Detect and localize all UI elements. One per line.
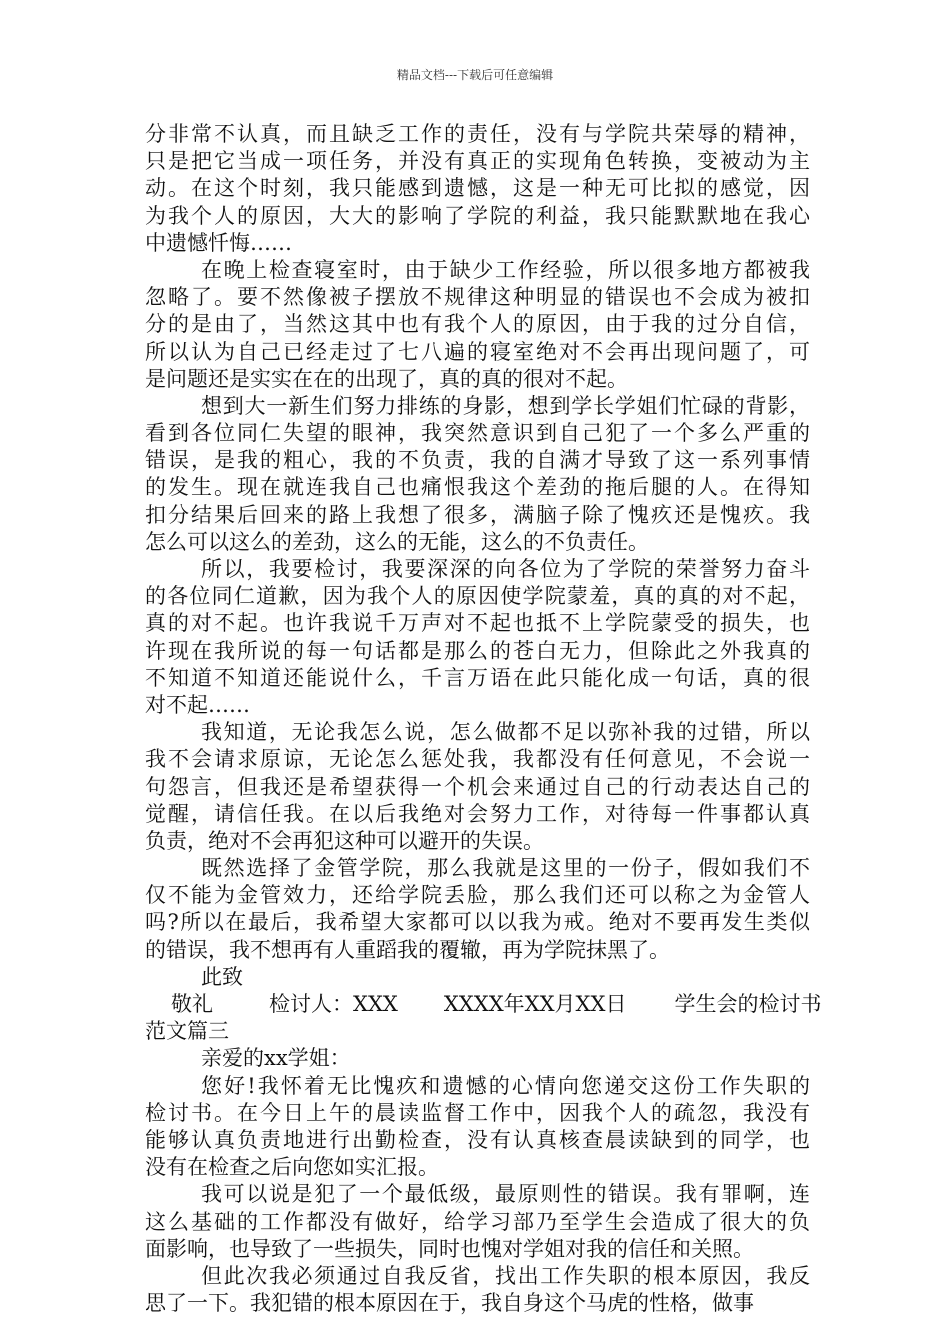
- paragraph: [145, 964, 810, 991]
- text-line: 我知道，无论我怎么说，怎么做都不足以弥补我的过错，所以: [201, 720, 810, 745]
- text-line: 仅不能为金管效力，还给学院丢脸，那么我们还可以称之为金管人: [145, 883, 810, 908]
- text-line: 分非常不认真，而且缺乏工作的责任，没有与学院共荣辱的精神，: [145, 122, 810, 146]
- paragraph: [145, 556, 810, 719]
- text-line: 面影响，也导致了一些损失，同时也愧对学姐对我的信任和关照。: [145, 1236, 754, 1261]
- salute-text: 敬礼: [171, 992, 213, 1016]
- text-line: 是问题还是实实在在的出现了，真的真的很对不起。: [145, 366, 628, 391]
- text-line: 对不起……: [145, 692, 250, 717]
- text-line: 看到各位同仁失望的眼神，我突然意识到自己犯了一个多么严重的: [145, 421, 810, 446]
- next-title-cont-text: 范文篇三: [145, 1019, 229, 1044]
- paragraph: [145, 121, 810, 257]
- text-line: 真的对不起。也许我说千万声对不起也抵不上学院蒙受的损失，也: [145, 611, 810, 636]
- text-line: 吗?所以在最后，我希望大家都可以以我为戒。绝对不要再发生类似: [145, 910, 810, 935]
- signature-line: [145, 991, 822, 1018]
- text-line: 这么基础的工作都没有做好，给学习部乃至学生会造成了很大的负: [145, 1209, 810, 1234]
- paragraph: [145, 719, 810, 855]
- paragraph: [145, 1073, 810, 1182]
- text-line: 分的是由了，当然这其中也有我个人的原因，由于我的过分自信，: [145, 312, 810, 337]
- body-part-2: [145, 1045, 810, 1317]
- text-line: 句怨言，但我还是希望获得一个机会来通过自己的行动表达自己的: [145, 774, 810, 799]
- text-line: 您好!我怀着无比愧疚和遗憾的心情向您递交这份工作失职的: [201, 1073, 810, 1098]
- text-line: 没有在检查之后向您如实汇报。: [145, 1155, 439, 1180]
- paragraph: [145, 257, 810, 393]
- text-line: 怎么可以这么的差劲，这么的无能，这么的不负责任。: [145, 529, 649, 554]
- text-line: 亲爱的xx学姐：: [201, 1046, 351, 1071]
- text-line: 检讨书。在今日上午的晨读监督工作中，因我个人的疏忽，我没有: [145, 1100, 810, 1125]
- text-line: 但此次我必须通过自我反省，找出工作失职的根本原因，我反: [201, 1263, 810, 1288]
- text-line: 我可以说是犯了一个最低级，最原则性的错误。我有罪啊，连: [201, 1182, 810, 1207]
- text-line: 负责，绝对不会再犯这种可以避开的失误。: [145, 828, 544, 853]
- text-line: 不知道不知道还能说什么，千言万语在此只能化成一句话，真的很: [145, 665, 810, 690]
- text-line: 为我个人的原因，大大的影响了学院的利益，我只能默默地在我心: [145, 203, 810, 228]
- text-line: 所以，我要检讨，我要深深的向各位为了学院的荣誉努力奋斗: [201, 557, 810, 581]
- paragraph: [145, 855, 810, 964]
- text-line: 只是把它当成一项任务，并没有真正的实现角色转换，变被动为主: [145, 149, 810, 174]
- paragraph: [145, 1045, 810, 1072]
- text-line: 许现在我所说的每一句话都是那么的苍白无力，但除此之外我真的: [145, 638, 810, 663]
- text-line: 错误，是我的粗心，我的不负责，我的自满才导致了这一系列事情: [145, 448, 810, 473]
- text-line: 想到大一新生们努力排练的身影，想到学长学姐们忙碌的背影，: [201, 393, 810, 418]
- author-text: 检讨人：XXX: [269, 992, 398, 1016]
- text-line: 的各位同仁道歉，因为我个人的原因使学院蒙羞，真的真的对不起，: [145, 584, 810, 609]
- document-body: [145, 121, 822, 1317]
- next-title-text: 学生会的检讨书: [674, 992, 822, 1016]
- text-line: 我不会请求原谅，无论怎么惩处我，我都没有任何意见，不会说一: [145, 747, 810, 772]
- next-title-continued: [145, 1018, 810, 1045]
- text-line: 扣分结果后回来的路上我想了很多，满脑子除了愧疚还是愧疚。我: [145, 502, 810, 527]
- text-line: 所以认为自己已经走过了七八遍的寝室绝对不会再出现问题了，可: [145, 339, 810, 364]
- text-line: 在晚上检查寝室时，由于缺少工作经验，所以很多地方都被我: [201, 257, 810, 282]
- text-line: 中遗憾忏悔……: [145, 230, 292, 255]
- text-line: 忽略了。要不然像被子摆放不规律这种明显的错误也不会成为被扣: [145, 285, 810, 310]
- text-line: 能够认真负责地进行出勤检查，没有认真核查晨读缺到的同学，也: [145, 1127, 810, 1152]
- body-part-1: [145, 121, 810, 991]
- date-text: XXXX年XX月XX日: [443, 992, 627, 1016]
- paragraph: [145, 393, 810, 556]
- text-line: 的错误，我不想再有人重蹈我的覆辙，再为学院抹黑了。: [145, 937, 670, 962]
- text-line: 动。在这个时刻，我只能感到遗憾，这是一种无可比拟的感觉，因: [145, 176, 810, 201]
- text-line: 既然选择了金管学院，那么我就是这里的一份子，假如我们不: [201, 856, 810, 881]
- text-line: 觉醒，请信任我。在以后我绝对会努力工作，对待每一件事都认真: [145, 801, 810, 826]
- text-line: 此致: [201, 964, 243, 989]
- paragraph: [145, 1263, 810, 1317]
- text-line: 的发生。现在就连我自己也痛恨我这个差劲的拖后腿的人。在得知: [145, 475, 810, 500]
- paragraph: [145, 1181, 810, 1263]
- text-line: 思了一下。我犯错的根本原因在于，我自身这个马虎的性格，做事: [145, 1291, 754, 1316]
- page-header: 精品文档---下载后可任意编辑: [396, 68, 554, 82]
